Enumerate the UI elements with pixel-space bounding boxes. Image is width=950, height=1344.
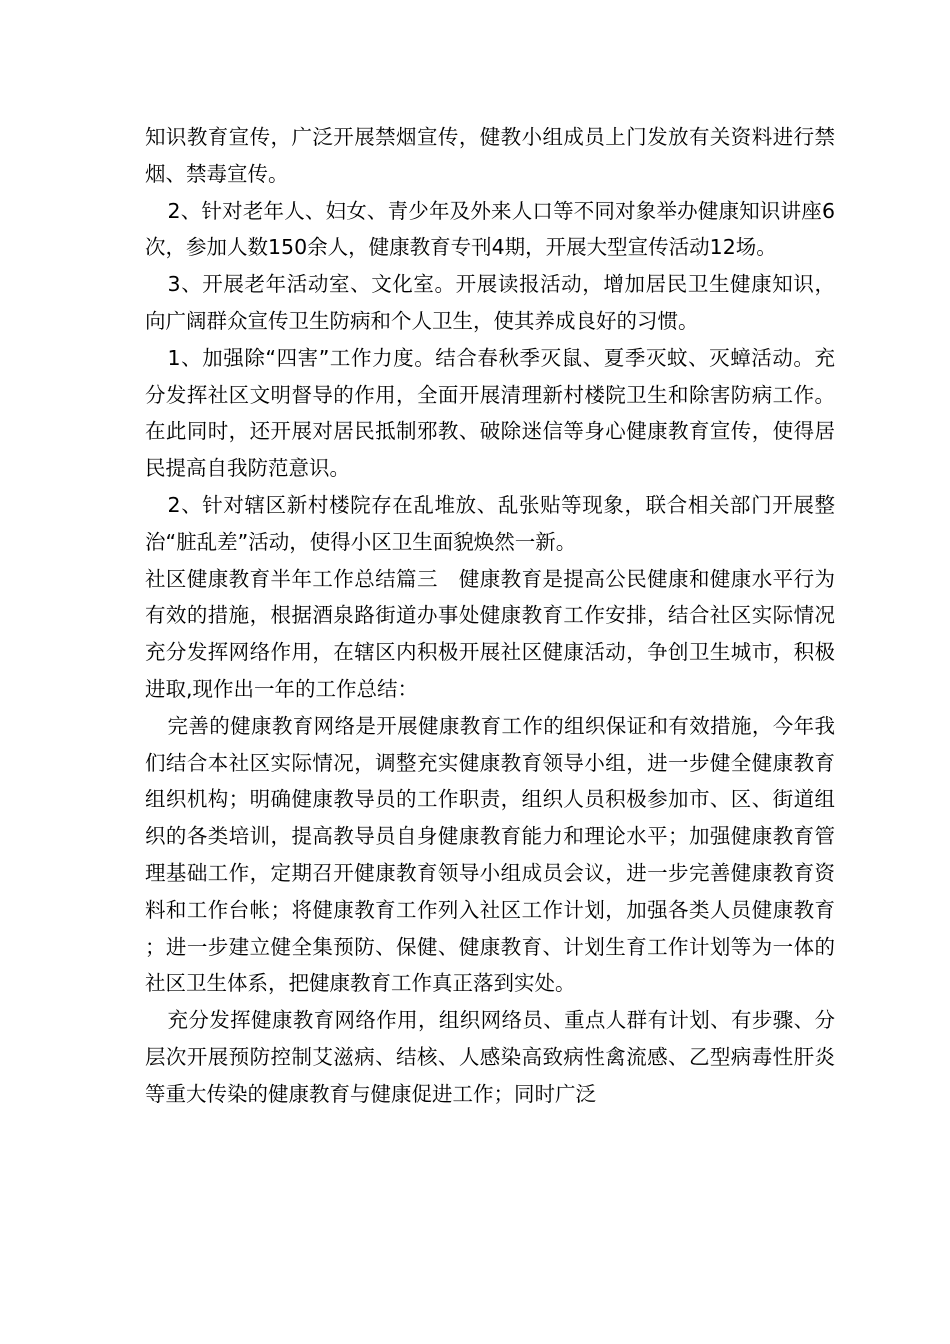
paragraph: 充分发挥健康教育网络作用，组织网络员、重点人群有计划、有步骤、分层次开展预防控制艾滋病、结核、人感染高致病性禽流感、乙型病毒性肝炎等重大传染的健康教育与健康促进工作；同时广泛 (145, 1008, 835, 1106)
paragraph: 2、针对老年人、妇女、青少年及外来人口等不同对象举办健康知识讲座6次，参加人数150余人，健康教育专刊4期，开展大型宣传活动12场。 (145, 198, 835, 260)
paragraph: 2、针对辖区新村楼院存在乱堆放、乱张贴等现象，联合相关部门开展整治“脏乱差”活动，使得小区卫生面貌焕然一新。 (145, 492, 835, 554)
section-paragraph: 社区健康教育半年工作总结篇三 健康教育是提高公民健康和健康水平行为有效的措施，根据酒泉路街道办事处健康教育工作安排，结合社区实际情况充分发挥网络作用，在辖区内积极开展社区健康活动，争创卫生城市，积极进取,现作出一年的工作总结： (145, 566, 835, 701)
paragraph: 3、开展老年活动室、文化室。开展读报活动，增加居民卫生健康知识，向广阔群众宣传卫生防病和个人卫生，使其养成良好的习惯。 (145, 272, 835, 333)
paragraph: 1、加强除“四害”工作力度。结合春秋季灭鼠、夏季灭蚊、灭蟑活动。充分发挥社区文明督导的作用，全面开展清理新村楼院卫生和除害防病工作。在此同时，还开展对居民抵制邪教、破除迷信等身心健康教育宣传，使得居民提高自我防范意识。 (145, 345, 835, 481)
paragraph: 知识教育宣传，广泛开展禁烟宣传，健教小组成员上门发放有关资料进行禁烟、禁毒宣传。 (145, 125, 835, 186)
document-body (145, 119, 835, 1113)
paragraph: 完善的健康教育网络是开展健康教育工作的组织保证和有效措施，今年我们结合本社区实际情况，调整充实健康教育领导小组，进一步健全健康教育组织机构；明确健康教导员的工作职责，组织人员积极参加市、区、街道组织的各类培训，提高教导员自身健康教育能力和理论水平；加强健康教育管理基础工作，定期召开健康教育领导小组成员会议，进一步完善健康教育资料和工作台帐；将健康教育工作列入社区工作计划，加强各类人员健康教育；进一步建立健全集预防、保健、健康教育、计划生育工作计划等为一体的社区卫生体系，把健康教育工作真正落到实处。 (145, 713, 835, 996)
